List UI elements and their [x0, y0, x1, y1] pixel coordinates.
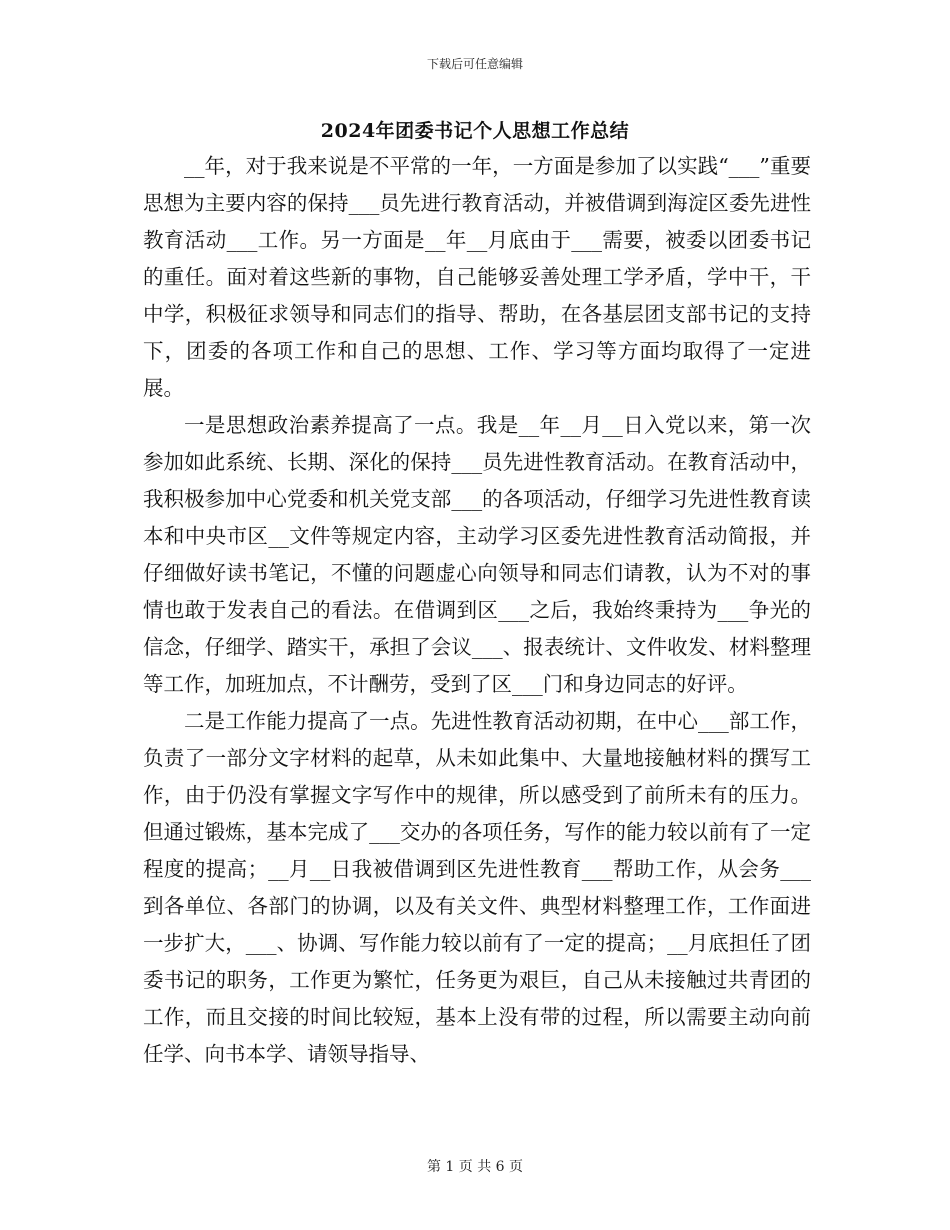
document-body	[143, 148, 811, 1073]
document-title: 2024年团委书记个人思想工作总结	[320, 120, 630, 142]
paragraph-intro: __年，对于我来说是不平常的一年，一方面是参加了以实践“___”重要思想为主要内容的保持___员先进行教育活动，并被借调到海淀区委先进性教育活动___工作。另一方面是__年__月底由于___需要，被委以团委书记的重任。面对着这些新的事物，自己能够妥善处理工学矛盾，学中干，干中学，积极征求领导和同志们的指导、帮助，在各基层团支部书记的支持下，团委的各项工作和自己的思想、工作、学习等方面均取得了一定进展。	[143, 154, 811, 400]
page-number: 第 1 页 共 6 页	[426, 1159, 524, 1175]
header-note: 下载后可任意编辑	[426, 57, 523, 71]
paragraph-political: 一是思想政治素养提高了一点。我是__年__月__日入党以来，第一次参加如此系统、长期、深化的保持___员先进性教育活动。在教育活动中，我积极参加中心党委和机关党支部___的各项活动，仔细学习先进性教育读本和中央市区__文件等规定内容，主动学习区委先进性教育活动简报，并仔细做好读书笔记，不懂的问题虚心向领导和同志们请教，认为不对的事情也敢于发表自己的看法。在借调到区___之后，我始终秉持为___争光的信念，仔细学、踏实干，承担了会议___、报表统计、文件收发、材料整理等工作，加班加点，不计酬劳，受到了区___门和身边同志的好评。	[143, 413, 811, 696]
paragraph-work-ability: 二是工作能力提高了一点。先进性教育活动初期，在中心___部工作，负责了一部分文字材料的起草，从未如此集中、大量地接触材料的撰写工作，由于仍没有掌握文字写作中的规律，所以感受到了前所未有的压力。但通过锻炼，基本完成了___交办的各项任务，写作的能力较以前有了一定程度的提高；__月__日我被借调到区先进性教育___帮助工作，从会务___到各单位、各部门的协调，以及有关文件、典型材料整理工作，工作面进一步扩大，___、协调、写作能力较以前有了一定的提高；__月底担任了团委书记的职务，工作更为繁忙，任务更为艰巨，自己从未接触过共青团的工作，而且交接的时间比较短，基本上没有带的过程，所以需要主动向前任学、向书本学、请领导指导、	[143, 709, 811, 1066]
